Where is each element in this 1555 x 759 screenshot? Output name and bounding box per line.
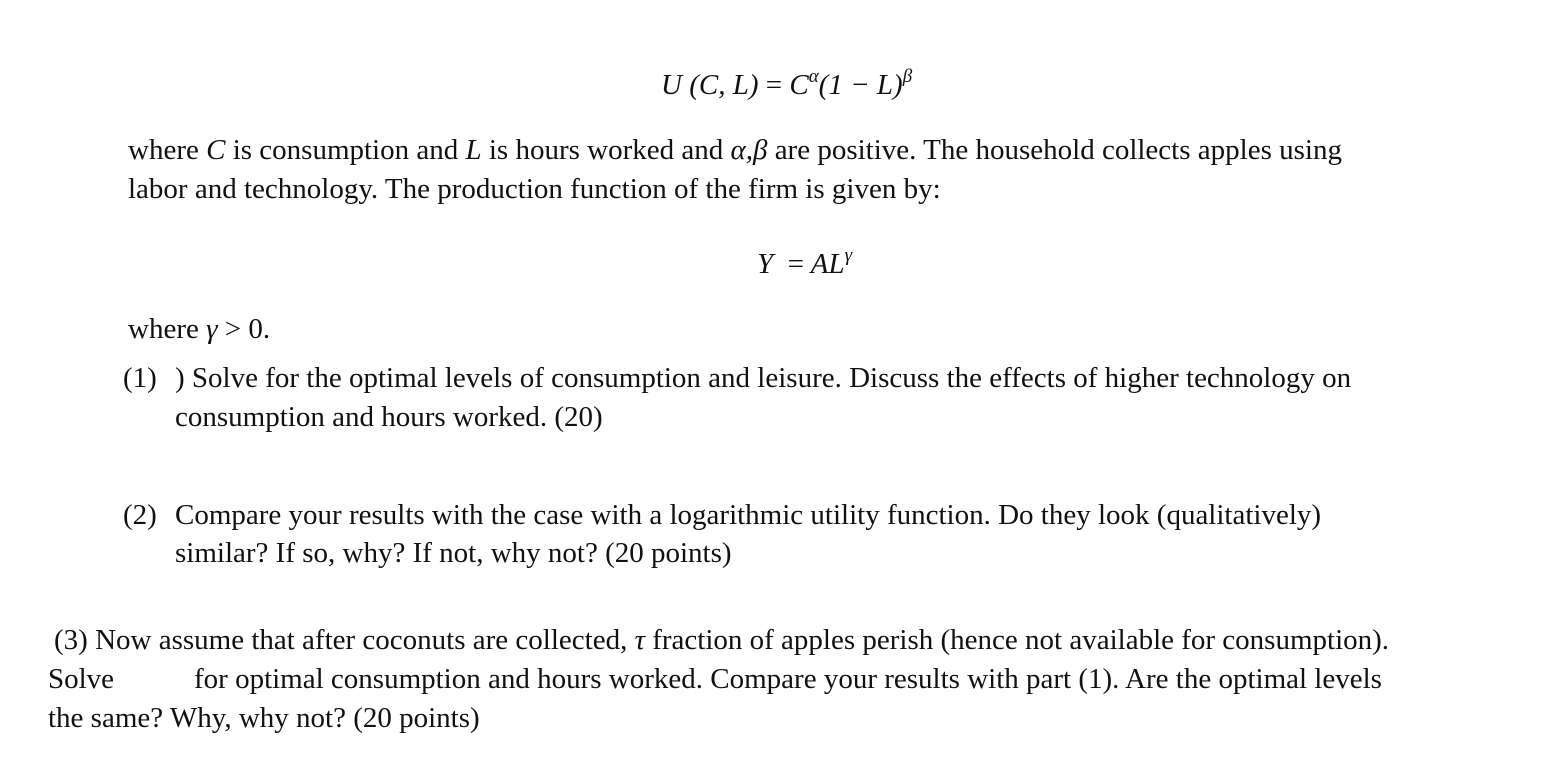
question-3-line-3: the same? Why, why not? (20 points): [48, 702, 480, 734]
question-2-line-1: [123, 501, 1321, 530]
production-lhs: Y: [757, 248, 774, 280]
var-gamma: γ: [206, 313, 218, 345]
intro-text: is hours worked and: [481, 134, 731, 166]
utility-exponent-beta: β: [902, 66, 913, 87]
intro-line-1: [128, 136, 1342, 165]
gamma-condition: [128, 315, 270, 344]
intro-text: are positive. The household collects apples using: [767, 134, 1342, 166]
question-1-number: (1): [123, 362, 157, 394]
question-3-text: Solve: [48, 663, 115, 695]
intro-line-2: labor and technology. The production function of the firm is given by:: [128, 173, 941, 205]
utility-equation: [661, 66, 913, 101]
question-3-text: fraction of apples perish (hence not available for consumption).: [644, 624, 1390, 656]
question-3-text: for optimal consumption and hours worked. Compare your results with part (1). Are the optimal levels: [194, 663, 1382, 695]
question-1-line-1: [123, 364, 1351, 393]
var-alpha-beta: α,β: [730, 134, 768, 166]
question-3-line-2: [48, 663, 1382, 695]
var-c: C: [206, 134, 226, 166]
intro-text: is consumption and: [225, 134, 466, 166]
utility-exponent-alpha: α: [808, 66, 819, 87]
question-2-number: (2): [123, 499, 157, 531]
equals-sign: =: [787, 248, 804, 280]
var-tau: τ: [634, 624, 645, 656]
question-3-line-1: [54, 626, 1389, 655]
utility-leisure-term: (1 − L): [818, 69, 903, 101]
gamma-text: > 0.: [217, 313, 271, 345]
question-2-text: Compare your results with the case with a logarithmic utility function. Do they look (qualitatively): [175, 499, 1322, 531]
question-1-text: ) Solve for the optimal levels of consumption and leisure. Discuss the effects of higher technology on: [175, 362, 1352, 394]
production-exponent-gamma: γ: [844, 245, 853, 266]
production-equation: [757, 245, 853, 280]
equals-sign: =: [765, 69, 783, 101]
intro-text: where: [128, 134, 207, 166]
var-l: L: [465, 134, 482, 166]
question-3-text: (3) Now assume that after coconuts are collected,: [54, 624, 635, 656]
gamma-text: where: [128, 313, 207, 345]
utility-lhs: U (C, L): [661, 69, 759, 101]
utility-base: C: [789, 69, 809, 101]
production-rhs: AL: [810, 248, 845, 280]
question-2-line-2: similar? If so, why? If not, why not? (20 points): [175, 537, 732, 569]
question-1-line-2: consumption and hours worked. (20): [175, 401, 603, 433]
